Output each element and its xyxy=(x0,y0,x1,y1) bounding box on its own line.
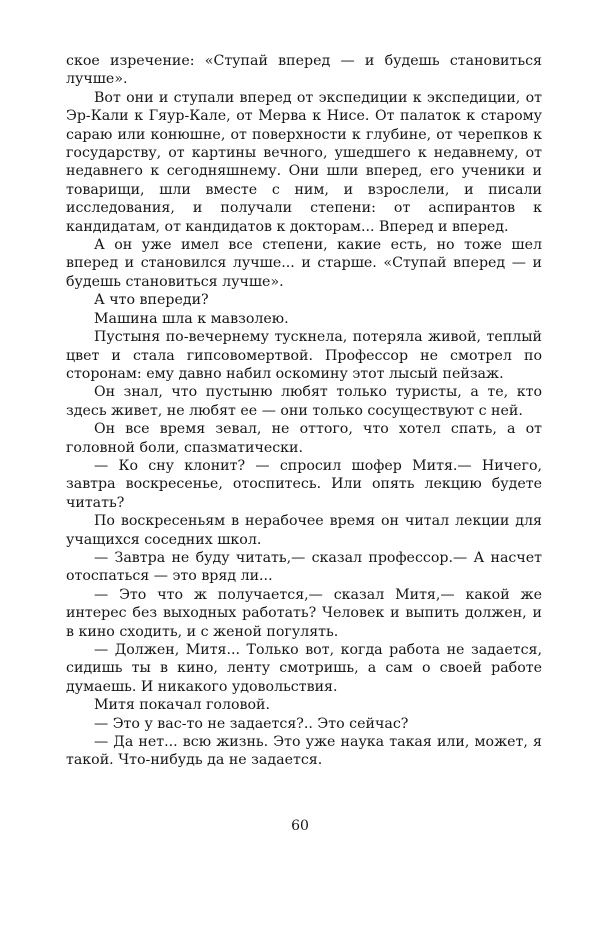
paragraph: — Должен, Митя... Только вот, когда работа не задается, сидишь ты в кино, ленту смотришь, а сам о своей работе думаешь. И никакого удовольствия. xyxy=(66,642,542,695)
paragraph: — Да нет... всю жизнь. Это уже наука такая или, может, я такой. Что-нибудь да не задается. xyxy=(66,734,542,769)
paragraph: Пустыня по-вечернему тускнела, потеряла живой, теплый цвет и стала гипсовомертвой. Профессор не смотрел по сторонам: ему давно набил оскомину этот лысый пейзаж. xyxy=(66,329,542,382)
paragraph: — Это что ж получается,— сказал Митя,— какой же интерес без выходных работать? Человек и выпить должен, и в кино сходить, и с женой погулять. xyxy=(66,586,542,640)
body-text xyxy=(66,52,542,770)
paragraph: ское изречение: «Ступай вперед — и будешь становиться лучше». xyxy=(66,53,542,88)
paragraph: Он все время зевал, не оттого, что хотел спать, а от головной боли, спазматически. xyxy=(66,421,542,456)
paragraph: По воскресеньям в нерабочее время он читал лекции для учащихся соседних школ. xyxy=(66,513,542,548)
paragraph: А что впереди? xyxy=(94,292,209,309)
page-number: 60 xyxy=(291,818,309,834)
paragraph: — Ко сну клонит? — спросил шофер Митя.— Ничего, завтра воскресенье, отоспитесь. Или опять лекцию будете читать? xyxy=(66,457,542,511)
paragraph: — Завтра не буду читать,— сказал профессор.— А насчет отоспаться — это вряд ли... xyxy=(66,549,542,585)
paragraph: — Это у вас-то не задается?.. Это сейчас? xyxy=(94,715,409,732)
paragraph: Он знал, что пустыню любят только туристы, а те, кто здесь живет, не любят ее — они только сосуществуют с ней. xyxy=(66,384,542,419)
paragraph: Митя покачал головой. xyxy=(94,697,270,714)
page-body xyxy=(66,52,542,770)
paragraph: Вот они и ступали вперед от экспедиции к экспедиции, от Эр-Кали к Гяур-Кале, от Мерва к Нисе. От палаток к старому сараю или конюшне, от поверхности к глубине, от черепков к государству, от картины вечного, ушедшего к недавнему, от недавнего к сегодняшнему. Они шли вперед, его ученики и товарищи, шли вместе с ним, и взрослели, и писали исследования, и получали степени: от аспирантов к кандидатам, от кандидатов к докторам... Вперед и вперед. xyxy=(66,89,542,235)
paragraph: Машина шла к мавзолею. xyxy=(94,310,289,327)
paragraph: А он уже имел все степени, какие есть, но тоже шел вперед и становился лучше... и старше. «Ступай вперед — и будешь становиться лучше». xyxy=(66,237,542,290)
